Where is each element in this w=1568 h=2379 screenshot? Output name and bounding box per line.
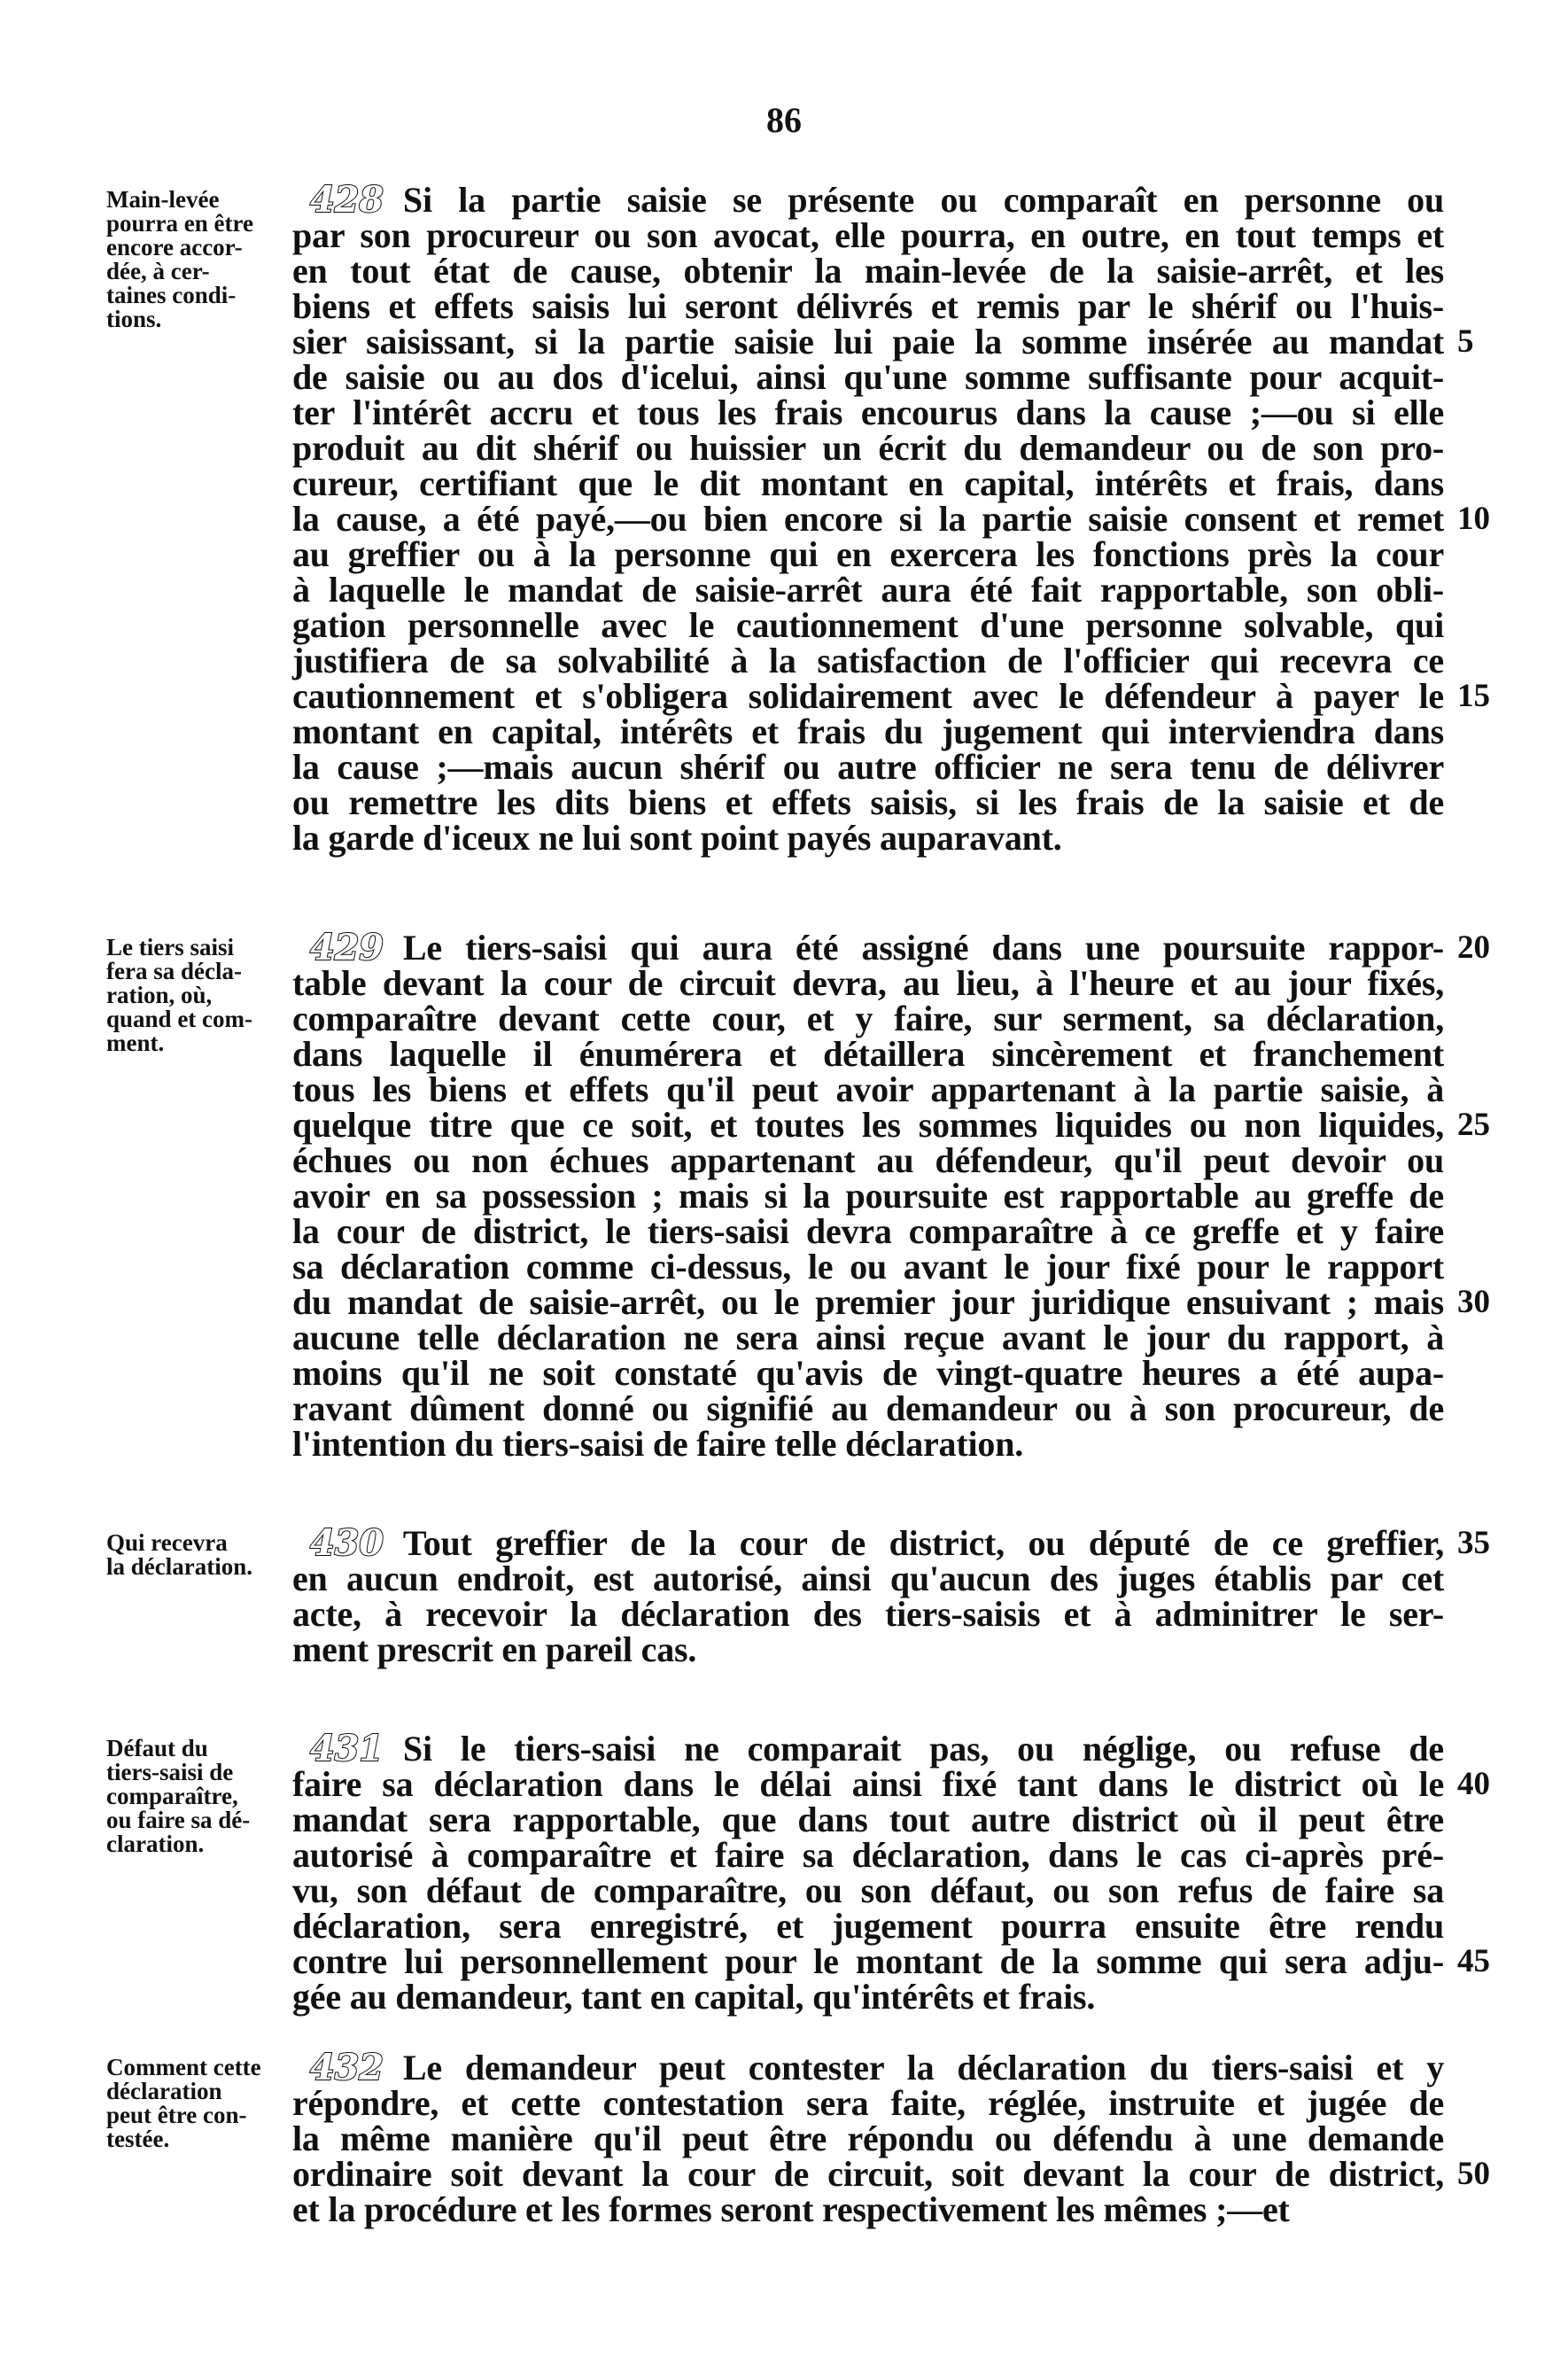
page-number: 86: [766, 100, 802, 140]
text-line-content: la cour de district, le tiers-saisi devra comparaître à ce greffe et y faire: [292, 1211, 1444, 1251]
text-line: [292, 1941, 1444, 1981]
text-line: [292, 711, 1444, 751]
text-line: [292, 428, 1444, 468]
margin-note-line: taines condi-: [106, 282, 237, 308]
line-number: 20: [1457, 929, 1490, 966]
text-line: [292, 2189, 1444, 2229]
text-line-content: acte, à recevoir la déclaration des tiers-saisis et à adminitrer le ser-: [292, 1594, 1444, 1634]
text-line: [292, 324, 1444, 360]
text-line: [292, 1594, 1444, 1634]
text-line: [292, 1140, 1444, 1180]
line-number: 40: [1457, 1766, 1490, 1802]
text-line: [292, 395, 1444, 431]
article-number: 428: [310, 179, 384, 221]
text-line-content: répondre, et cette contestation sera faite, réglée, instruite et jugée de: [292, 2083, 1444, 2123]
text-line: [292, 1764, 1444, 1804]
text-line: [292, 1979, 1444, 2015]
text-line: [292, 605, 1444, 645]
article-text: [292, 1728, 1444, 2017]
text-line-content: Si la partie saisie se présente ou comparaît en personne ou: [402, 180, 1444, 220]
text-line-content: et la procédure et les formes seront respectivement les mêmes ;—et: [292, 2189, 1290, 2229]
text-line: [292, 2154, 1444, 2194]
article-text: [292, 927, 1444, 1464]
text-line: [292, 1728, 1444, 1769]
text-line-content: quelque titre que ce soit, et toutes les sommes liquides ou non liquides,: [292, 1105, 1444, 1145]
text-line-content: vu, son défaut de comparaître, ou son défaut, ou son refus de faire sa: [292, 1870, 1444, 1910]
text-line: [292, 643, 1444, 679]
text-line-content: ou remettre les dits biens et effets saisis, si les frais de la saisie et de: [292, 782, 1444, 822]
text-line-content: gation personnelle avec le cautionnement d'une personne solvable, qui: [292, 605, 1444, 645]
margin-note-line: quand et com-: [106, 1006, 253, 1032]
margin-note-line: Le tiers saisi: [106, 934, 234, 960]
text-line: [292, 1105, 1444, 1145]
margin-note: [106, 1737, 288, 1856]
text-line-content: du mandat de saisie-arrêt, ou le premier jour juridique ensuivant ; mais: [292, 1282, 1444, 1322]
line-number: 30: [1457, 1284, 1490, 1320]
text-line-content: contre lui personnellement pour le montant de la somme qui sera adju-: [292, 1941, 1444, 1981]
margin-note-line: Comment cette: [106, 2054, 261, 2080]
text-line-content: sier saisissant, si la partie saisie lui paie la somme insérée au mandat: [292, 322, 1444, 362]
text-line-content: gée au demandeur, tant en capital, qu'intérêts et frais.: [292, 1977, 1096, 2017]
margin-note-line: peut être con-: [106, 2102, 247, 2128]
line-number: 5: [1457, 323, 1474, 360]
text-line: [292, 2083, 1444, 2123]
text-line: [292, 534, 1444, 574]
text-line-content: montant en capital, intérêts et frais du jugement qui interviendra dans: [292, 711, 1444, 751]
text-line: [292, 463, 1444, 503]
text-line: [292, 357, 1444, 397]
text-line-content: cautionnement et s'obligera solidairement avec le défendeur à payer le: [292, 676, 1444, 716]
line-number: 35: [1457, 1525, 1490, 1561]
text-line: [292, 820, 1444, 856]
article-number: 431: [310, 1728, 384, 1769]
text-line: [292, 1802, 1444, 1838]
margin-note-line: Main-levée: [106, 186, 220, 213]
text-line-content: la cause ;—mais aucun shérif ou autre officier ne sera tenu de délivrer: [292, 747, 1444, 787]
text-line: [292, 1561, 1444, 1597]
text-line-content: au greffier ou à la personne qui en exercera les fonctions près la cour: [292, 534, 1444, 574]
text-line: [292, 253, 1444, 289]
margin-note-line: tiers-saisi de: [106, 1759, 234, 1785]
text-line-content: ravant dûment donné ou signifié au demandeur ou à son procureur, de: [292, 1388, 1444, 1428]
text-line: [292, 286, 1444, 326]
text-line: [292, 927, 1444, 968]
text-line: [292, 501, 1444, 537]
text-line: [292, 2047, 1444, 2088]
text-line-content: en tout état de cause, obtenir la main-levée de la saisie-arrêt, et les: [292, 251, 1444, 291]
text-line-content: biens et effets saisis lui seront délivrés et remis par le shérif ou l'huis-: [292, 286, 1444, 326]
margin-note-line: comparaître,: [106, 1783, 238, 1809]
margin-note: [106, 1531, 288, 1579]
line-number: 15: [1457, 678, 1490, 714]
text-line: [292, 1353, 1444, 1393]
text-line: [292, 1249, 1444, 1285]
margin-note: [106, 936, 288, 1055]
text-line-content: table devant la cour de circuit devra, au lieu, à l'heure et au jour fixés,: [292, 963, 1444, 1003]
text-line: [292, 1870, 1444, 1910]
text-line-content: la cause, a été payé,—ou bien encore si la partie saisie consent et remet: [292, 499, 1444, 539]
margin-note-line: pourra en être: [106, 210, 253, 237]
text-line: [292, 1069, 1444, 1109]
text-line-content: Le tiers-saisi qui aura été assigné dans une poursuite rappor-: [402, 928, 1444, 968]
text-line: [292, 676, 1444, 716]
text-line: [292, 1522, 1444, 1564]
article-number: 432: [310, 2047, 384, 2088]
text-line-content: dans laquelle il énumérera et détaillera sincèrement et franchement: [292, 1034, 1444, 1074]
text-line-content: ter l'intérêt accru et tous les frais encourus dans la cause ;—ou si elle: [292, 393, 1444, 432]
text-line-content: la même manière qu'il peut être répondu ou défendu à une demande: [292, 2119, 1444, 2158]
text-line: [292, 1211, 1444, 1251]
text-line-content: de saisie ou au dos d'icelui, ainsi qu'une somme suffisante pour acquit-: [292, 357, 1444, 397]
text-line-content: ment prescrit en pareil cas.: [292, 1629, 697, 1669]
text-line-content: avoir en sa possession ; mais si la poursuite est rapportable au greffe de: [292, 1176, 1444, 1216]
text-line: [292, 1001, 1444, 1037]
margin-note-line: fera sa décla-: [106, 958, 242, 984]
line-number: 10: [1457, 501, 1490, 537]
margin-note-line: ou faire sa dé-: [106, 1807, 251, 1833]
text-line-content: Tout greffier de la cour de district, ou député de ce greffier,: [402, 1523, 1444, 1563]
text-line-content: la garde d'iceux ne lui sont point payés auparavant.: [292, 818, 1062, 858]
text-line-content: Si le tiers-saisi ne comparait pas, ou néglige, ou refuse de: [402, 1729, 1444, 1769]
margin-note-line: Défaut du: [106, 1735, 208, 1761]
text-line-content: cureur, certifiant que le dit montant en capital, intérêts et frais, dans: [292, 463, 1444, 503]
text-line-content: Le demandeur peut contester la déclaration du tiers-saisi et y: [402, 2048, 1444, 2087]
text-line: [292, 747, 1444, 787]
text-line-content: produit au dit shérif ou huissier un écrit du demandeur ou de son pro-: [292, 428, 1444, 468]
margin-note: [106, 188, 288, 331]
text-line: [292, 1424, 1444, 1464]
margin-note-line: dée, à cer-: [106, 258, 210, 284]
article-text: [292, 179, 1444, 858]
text-line-content: comparaître devant cette cour, et y faire, sur serment, sa déclaration,: [292, 999, 1444, 1038]
text-line: [292, 572, 1444, 608]
text-line-content: en aucun endroit, est autorisé, ainsi qu'aucun des juges établis par cet: [292, 1559, 1444, 1598]
text-line: [292, 1835, 1444, 1875]
text-line: [292, 2121, 1444, 2157]
text-line: [292, 1178, 1444, 1214]
text-line-content: aucune telle déclaration ne sera ainsi reçue avant le jour du rapport, à: [292, 1318, 1444, 1357]
text-line-content: faire sa déclaration dans le délai ainsi fixé tant dans le district où le: [292, 1764, 1444, 1804]
text-line-content: échues ou non échues appartenant au défendeur, qu'il peut devoir ou: [292, 1140, 1444, 1180]
text-line-content: déclaration, sera enregistré, et jugement pourra ensuite être rendu: [292, 1906, 1444, 1946]
text-line-content: sa déclaration comme ci-dessus, le ou avant le jour fixé pour le rapport: [292, 1247, 1444, 1287]
line-number: 45: [1457, 1943, 1490, 1979]
margin-note-line: encore accor-: [106, 234, 243, 260]
text-line-content: autorisé à comparaître et faire sa déclaration, dans le cas ci-après pré-: [292, 1835, 1444, 1875]
text-line: [292, 1034, 1444, 1074]
text-line-content: l'intention du tiers-saisi de faire telle déclaration.: [292, 1424, 1024, 1464]
text-line: [292, 179, 1444, 221]
margin-note-line: tions.: [106, 306, 162, 332]
article-number: 429: [310, 927, 384, 968]
text-line: [292, 1320, 1444, 1356]
margin-note-line: claration.: [106, 1831, 205, 1857]
text-line-content: tous les biens et effets qu'il peut avoir appartenant à la partie saisie, à: [292, 1069, 1444, 1109]
text-line: [292, 1282, 1444, 1322]
margin-note-line: Qui recevra: [106, 1529, 228, 1556]
margin-note-line: ment.: [106, 1030, 165, 1056]
margin-note: [106, 2056, 288, 2151]
text-line: [292, 782, 1444, 822]
text-line-content: moins qu'il ne soit constaté qu'avis de vingt-quatre heures a été aupa-: [292, 1353, 1444, 1393]
text-line-content: mandat sera rapportable, que dans tout autre district où il peut être: [292, 1800, 1444, 1839]
article-text: [292, 1522, 1444, 1669]
text-line: [292, 215, 1444, 255]
margin-note-line: déclaration: [106, 2078, 222, 2104]
margin-note-line: testée.: [106, 2126, 170, 2152]
text-line-content: justifiera de sa solvabilité à la satisfaction de l'officier qui recevra ce: [292, 641, 1444, 680]
article-text: [292, 2047, 1444, 2229]
article-number: 430: [310, 1522, 384, 1564]
line-number: 25: [1457, 1107, 1490, 1143]
margin-note-line: la déclaration.: [106, 1553, 252, 1580]
text-line: [292, 1629, 1444, 1669]
text-line-content: à laquelle le mandat de saisie-arrêt aura été fait rapportable, son obli-: [292, 570, 1444, 610]
text-line: [292, 1906, 1444, 1946]
text-line: [292, 1388, 1444, 1428]
text-line-content: par son procureur ou son avocat, elle pourra, en outre, en tout temps et: [292, 215, 1444, 255]
margin-note-line: ration, où,: [106, 982, 213, 1008]
text-line-content: ordinaire soit devant la cour de circuit, soit devant la cour de district,: [292, 2154, 1444, 2194]
line-number: 50: [1457, 2156, 1490, 2192]
text-line: [292, 963, 1444, 1003]
